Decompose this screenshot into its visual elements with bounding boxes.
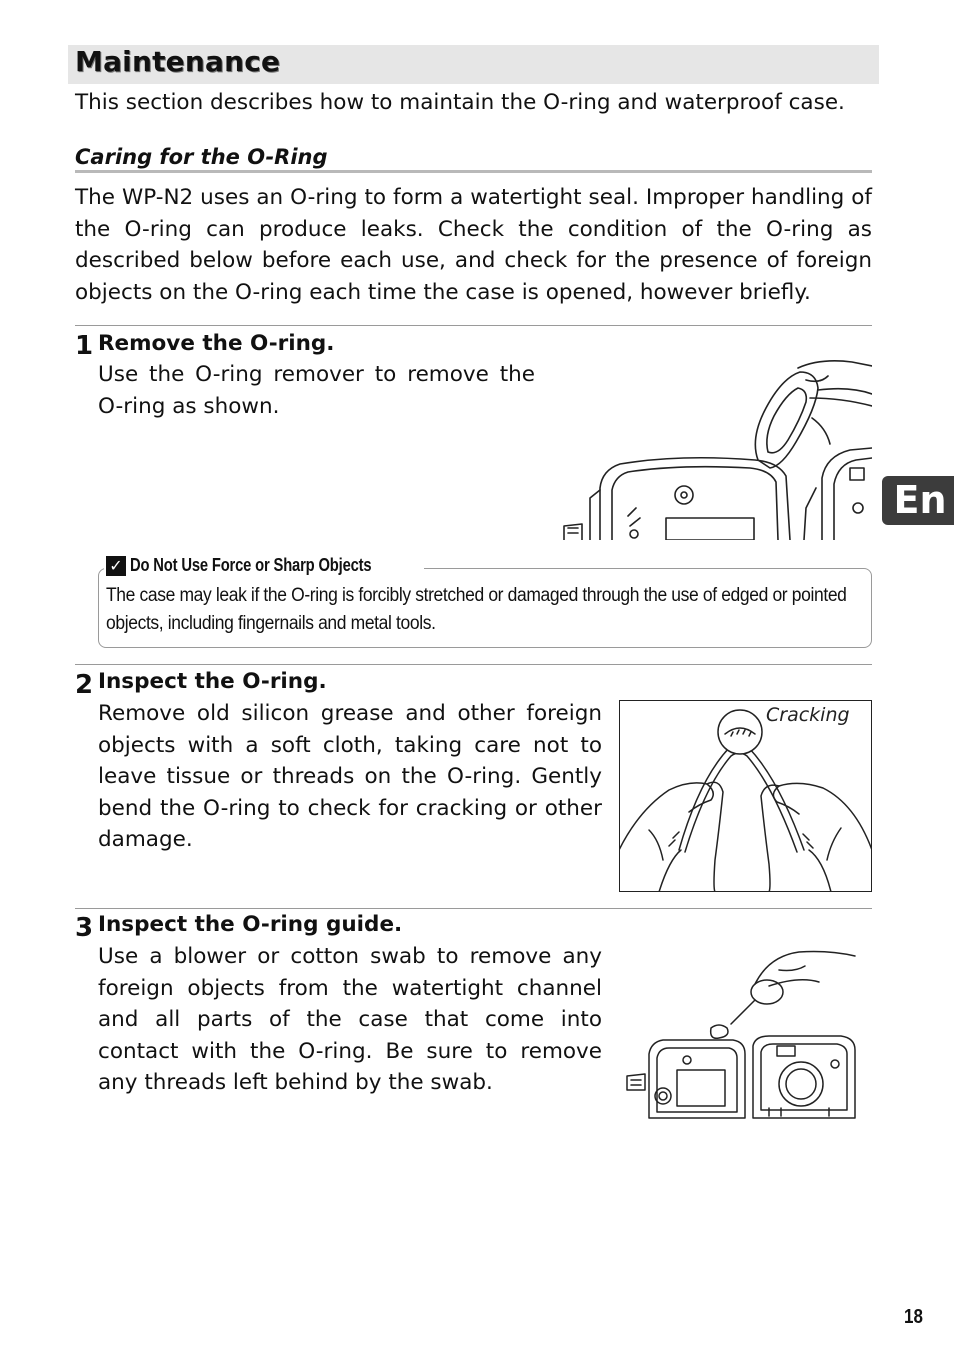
oring-removal-figure — [560, 358, 872, 540]
section-title: Maintenance — [75, 45, 281, 78]
step-3-title: Inspect the O-ring guide. — [98, 912, 403, 937]
note-header — [104, 555, 424, 576]
step-2-body: Remove old silicon grease and other foreign objects with a soft cloth, taking care not to leave tissue or threads on the O-ring. Gently bend the O-ring to check for cracking or other damage. — [98, 701, 602, 852]
section-intro: This section describes how to maintain the O-ring and waterproof case. — [75, 90, 845, 115]
oring-inspection-figure — [619, 700, 872, 892]
step-divider — [75, 908, 872, 909]
step-2-number: 2 — [75, 670, 94, 700]
subsection-title: Caring for the O-Ring — [75, 145, 328, 169]
step-divider — [75, 325, 872, 326]
step-1-number: 1 — [75, 331, 94, 361]
step-3-body: Use a blower or cotton swab to remove any foreign objects from the watertight channel and all parts of the case that come into contact with the O-ring. Be sure to remove any threads left behind by the swab. — [98, 944, 602, 1095]
figure-label-cracking: Cracking — [766, 704, 850, 726]
language-tab: En — [882, 476, 954, 525]
note-title: Do Not Use Force or Sharp Objects — [130, 555, 372, 575]
step-divider — [75, 664, 872, 665]
step-2-title: Inspect the O-ring. — [98, 669, 327, 694]
step-1-body: Use the O-ring remover to remove the O-ring as shown. — [98, 362, 535, 419]
page-number: 18 — [904, 1306, 923, 1328]
note-body: The case may leak if the O-ring is forcibly stretched or damaged through the use of edged or pointed objects, including fingernails and metal tools. — [106, 585, 847, 634]
step-3-number: 3 — [75, 913, 94, 943]
step-1-title: Remove the O-ring. — [98, 331, 335, 356]
subsection-body: The WP-N2 uses an O-ring to form a watertight seal. Improper handling of the O-ring can produce leaks. Check the condition of the O-ring as described below before each use, and check for the presence of foreign objects on the O-ring each time the case is opened, however briefly. — [75, 185, 872, 305]
check-icon: ✓ — [106, 556, 126, 576]
oring-guide-cleaning-figure — [619, 946, 859, 1122]
subsection-underline — [75, 170, 872, 173]
